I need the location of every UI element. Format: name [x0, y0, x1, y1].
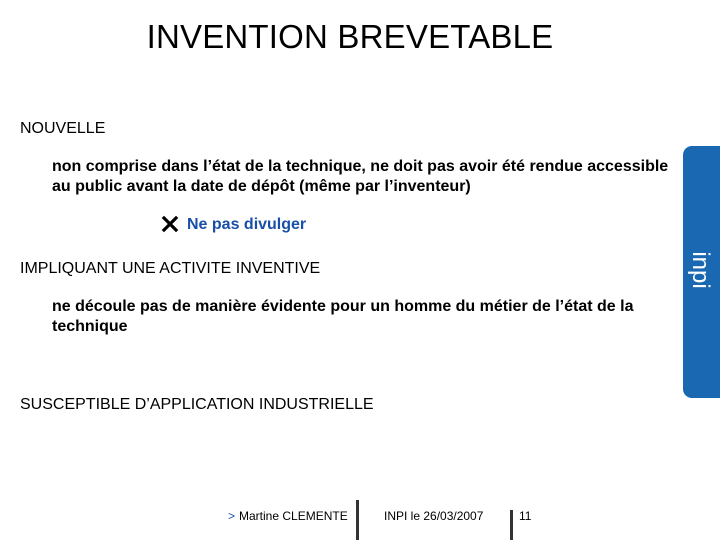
criterion-heading-activite-inventive: IMPLIQUANT UNE ACTIVITE INVENTIVE: [20, 260, 321, 277]
page-number: 11: [519, 509, 532, 523]
x-mark-icon: [161, 215, 179, 233]
footer-arrow-icon: >: [228, 509, 236, 523]
footer-author-name: Martine CLEMENTE: [239, 509, 348, 523]
criterion-heading-nouvelle: NOUVELLE: [20, 120, 106, 137]
footer-divider: [356, 500, 359, 540]
footer-source: INPI le 26/03/2007: [384, 509, 484, 523]
warning-text: Ne pas divulger: [187, 216, 307, 233]
warning-note: [161, 215, 306, 235]
criterion-detail-nouvelle: non comprise dans l’état de la technique, ne doit pas avoir été rendue accessible au public avant la date de dépôt (même par l’inventeur): [52, 158, 669, 195]
criterion-heading-application-industrielle: SUSCEPTIBLE D’APPLICATION INDUSTRIELLE: [20, 396, 374, 413]
footer-divider: [510, 510, 513, 540]
inpi-logo-text: inpi: [687, 251, 714, 289]
criterion-detail-activite-inventive: ne découle pas de manière évidente pour un homme du métier de l’état de la technique: [52, 298, 634, 335]
footer-author: [228, 508, 348, 524]
slide-title: INVENTION BREVETABLE: [146, 18, 554, 55]
